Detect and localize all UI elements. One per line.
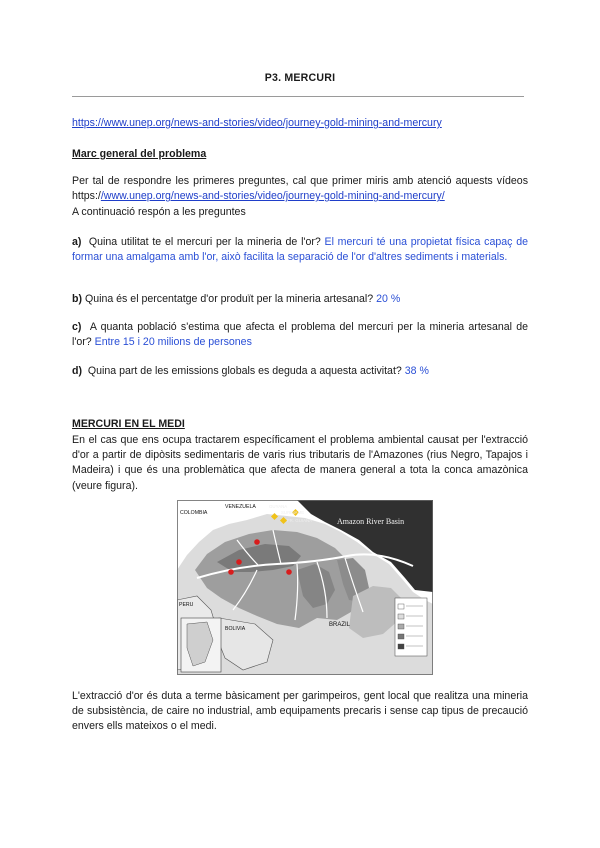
map-label-guyana: GUYANA: [269, 504, 288, 509]
question-label: a): [72, 236, 82, 248]
map-label-bolivia: BOLIVIA: [225, 626, 246, 632]
answer-text: 20 %: [376, 293, 401, 305]
intro-continuation: A continuació respón a les preguntes: [72, 206, 246, 218]
map-label-venezuela: VENEZUELA: [225, 504, 256, 510]
answer-text: 38 %: [404, 365, 429, 377]
question-label: d): [72, 365, 82, 377]
question-text: Quina part de les emissions globals es deguda a aquesta activitat?: [87, 365, 402, 377]
question-c: [72, 320, 528, 350]
section-heading-mercury: MERCURI EN EL MEDI: [72, 418, 185, 430]
video-link-container: [72, 117, 442, 129]
title-divider: [72, 96, 524, 97]
amazon-basin-map: [177, 500, 433, 675]
question-text: Quina utilitat te el mercuri per la mineria de l'or?: [88, 236, 321, 248]
question-label: b): [72, 293, 82, 305]
intro-text: Per tal de respondre les primeres preguntes, cal que primer miris amb atenció aquests vídeos https:/: [72, 175, 528, 203]
question-text: A quanta població s'estima que afecta el problema del mercuri per la mineria artesanal de l'or?: [72, 321, 529, 349]
map-title: Amazon River Basin: [337, 517, 405, 526]
answer-text: Entre 15 i 20 milions de persones: [94, 336, 252, 349]
map-label-fr-guiana: FR. GUIANA: [287, 518, 313, 523]
question-a: [72, 235, 528, 265]
map-label-peru: PERU: [179, 602, 194, 608]
intro-paragraph: [72, 174, 528, 204]
video-link[interactable]: https://www.unep.org/news-and-stories/video/journey-gold-mining-and-mercury: [72, 117, 442, 129]
section-heading-general: Marc general del problema: [72, 148, 207, 160]
page-title: P3. MERCURI: [264, 72, 336, 84]
mercury-paragraph-1: En el cas que ens ocupa tractarem específicament el problema ambiental causat per l'extracció d'or a partir de dipòsits sedimentaris de varis rius tributaris de l'Amazones (rius Negro, Tapajos i Madeira) i que és una problemàtica que afecta de manera general a tota la conca amazònica (veure figura).: [72, 434, 528, 492]
question-text: Quina és el percentatge d'or produït per la mineria artesanal?: [84, 293, 374, 305]
map-label-brazil: BRAZIL: [329, 622, 351, 628]
mercury-paragraph-2: L'extracció d'or és duta a terme bàsicament per garimpeiros, gent local que realitza una mineria de subsistència, de caire no industrial, amb equipaments precaris i sense cap tipus de precaució envers ells mateixos o el medi.: [72, 690, 528, 733]
map-label-colombia: COLOMBIA: [180, 510, 208, 516]
question-d: [72, 364, 528, 379]
question-label: c): [72, 321, 82, 333]
question-b: [72, 292, 528, 307]
intro-video-link[interactable]: /www.unep.org/news-and-stories/video/journey-gold-mining-and-mercury/: [100, 190, 445, 203]
map-label-suriname: SURINAME: [281, 510, 305, 515]
answer-text: El mercuri té una propietat física capaç de formar una amalgama amb l'or, això facilita la separació de l'or d'altres sediments i materials.: [72, 236, 528, 264]
